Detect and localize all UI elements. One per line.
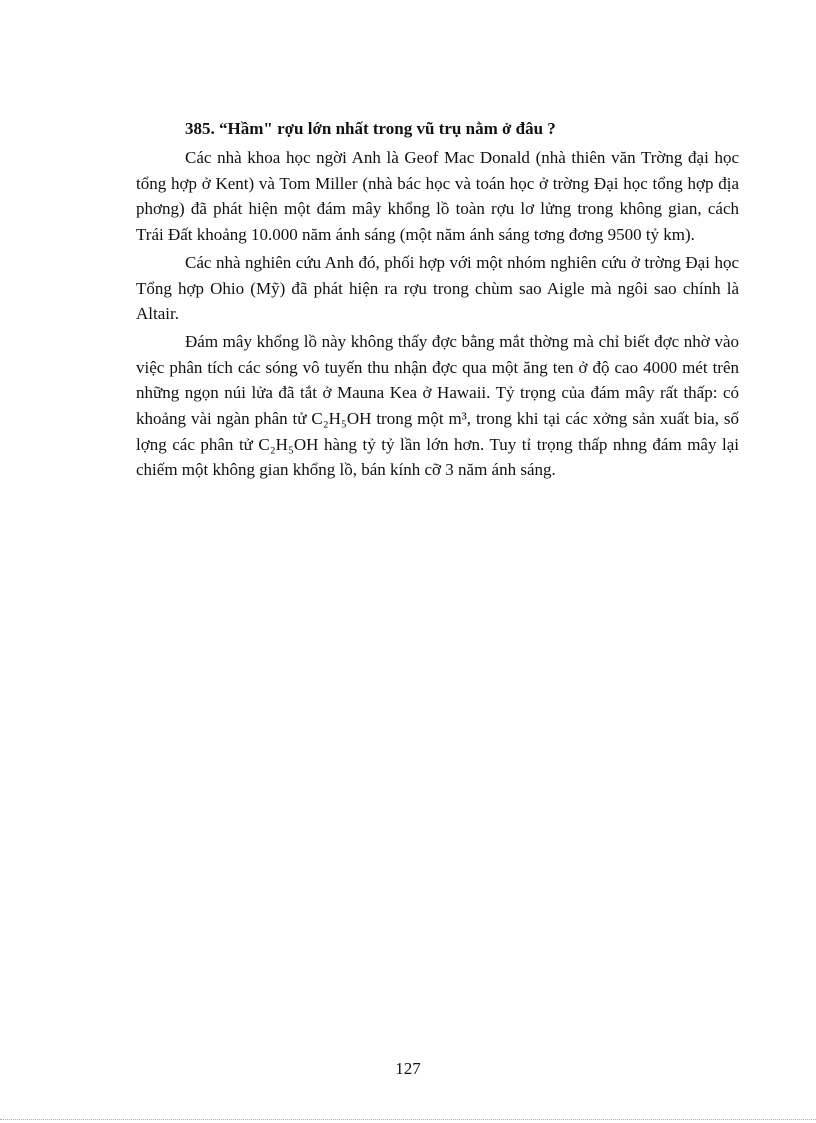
paragraph-2: Các nhà nghiên cứu Anh đó, phối hợp với một nhóm nghiên cứu ở trờng Đại học Tổng hợp Ohio (Mỹ) đã phát hiện ra rợu trong chùm sao Aigle mà ngôi sao chính là Altair. <box>136 252 739 324</box>
page-number: 127 <box>395 1059 421 1078</box>
paragraph-1: Các nhà khoa học ngời Anh là Geof Mac Donald (nhà thiên văn Trờng đại học tổng hợp ở Kent) và Tom Miller (nhà bác học và toán học ở trờng Đại học tổng hợp địa phơng) đã phát hiện một đám mây khổng lồ toàn rợu lơ lửng trong không gian, cách Trái Đất khoảng 10.000 năm ánh sáng (một năm ánh sáng tơng đơng 9500 tỷ km). <box>136 148 739 245</box>
paragraph-3: Đám mây khổng lồ này không thấy đợc bằng mắt thờng mà chỉ biết đợc nhờ vào việc phân tích các sóng vô tuyến thu nhận đợc qua một ăng ten ở độ cao 4000 mét trên những ngọn núi lửa đã tắt ở Mauna Kea ở Hawaii. Tỷ trọng của đám mây rất thấp: có khoảng vài ngàn phân tử C₂H₅OH trong một m³, trong khi tại các xởng sản xuất bia, số lợng các phân tử C₂H₅OH hàng tỷ tỷ lần lớn hơn. Tuy tỉ trọng thấp nhng đám mây lại chiếm một không gian khổng lồ, bán kính cỡ 3 năm ánh sáng. <box>136 331 739 480</box>
article-title: 385. “Hầm" rợu lớn nhất trong vũ trụ nằm ở đâu ? <box>185 119 556 138</box>
article-body <box>136 117 739 485</box>
page-bottom-divider <box>0 1119 816 1120</box>
